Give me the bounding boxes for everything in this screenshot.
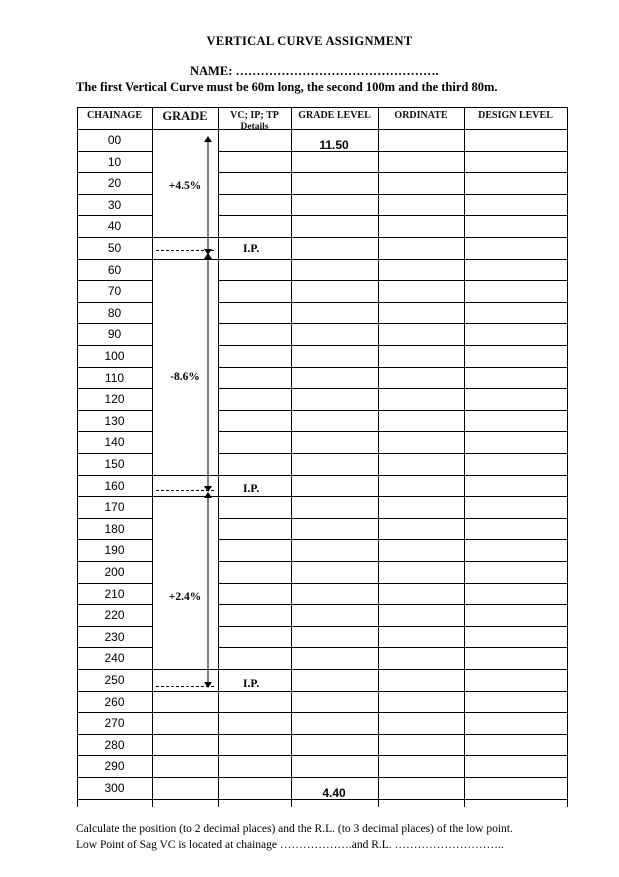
ip-label: I.P. xyxy=(243,483,260,495)
chainage-value: 80 xyxy=(107,305,122,320)
chainage-value: 60 xyxy=(107,262,122,277)
vc-details-column-header: VC; IP; TP xyxy=(230,110,279,121)
chainage-value: 270 xyxy=(104,716,125,731)
grade-level-start-value: 11.50 xyxy=(319,138,349,152)
design-level-column-header: DESIGN LEVEL xyxy=(478,110,553,121)
grade-column-header: GRADE xyxy=(162,109,208,123)
chainage-value: 230 xyxy=(104,629,125,644)
grade-level-column-header: GRADE LEVEL xyxy=(298,110,371,121)
chainage-value: 210 xyxy=(104,586,125,601)
chainage-value: 10 xyxy=(107,154,122,169)
chainage-value: 220 xyxy=(104,608,125,623)
chainage-value: 280 xyxy=(104,737,125,752)
ordinate-column-header: ORDINATE xyxy=(394,110,448,121)
chainage-value: 250 xyxy=(104,673,125,687)
table-border-right xyxy=(567,107,568,807)
chainage-value: 130 xyxy=(104,413,125,428)
name-field-line: NAME: …………………………………………. xyxy=(190,64,439,78)
chainage-value: 260 xyxy=(104,694,125,709)
ip-label: I.P. xyxy=(243,678,260,690)
vertical-curve-table xyxy=(77,107,567,807)
chainage-value: 30 xyxy=(107,197,122,212)
chainage-value: 170 xyxy=(104,500,125,515)
page-title: VERTICAL CURVE ASSIGNMENT xyxy=(206,34,413,48)
grade-value: +4.5% xyxy=(168,180,202,192)
vc-details-column-subheader: Details xyxy=(240,122,269,132)
chainage-column-header: CHAINAGE xyxy=(86,110,142,121)
grade-level-end-value: 4.40 xyxy=(322,786,346,800)
chainage-value: 290 xyxy=(104,759,125,774)
chainage-value: 180 xyxy=(104,521,125,536)
grade-span-arrows xyxy=(77,107,567,807)
chainage-value: 300 xyxy=(104,781,125,795)
low-point-instruction: Calculate the position (to 2 decimal places) and the R.L. (to 3 decimal places) of the low point. xyxy=(76,823,513,835)
chainage-value: 20 xyxy=(107,176,122,191)
chainage-value: 200 xyxy=(104,565,125,579)
chainage-value: 40 xyxy=(107,219,122,234)
chainage-value: 00 xyxy=(107,133,122,147)
chainage-value: 160 xyxy=(104,478,125,493)
ip-label: I.P. xyxy=(243,243,260,255)
chainage-value: 140 xyxy=(104,435,125,450)
chainage-value: 50 xyxy=(107,241,122,255)
chainage-value: 70 xyxy=(107,284,122,299)
chainage-value: 240 xyxy=(104,651,125,666)
chainage-value: 90 xyxy=(107,327,122,342)
assignment-instruction: The first Vertical Curve must be 60m long, the second 100m and the third 80m. xyxy=(76,80,498,94)
chainage-value: 150 xyxy=(104,457,125,471)
grade-value: -8.6% xyxy=(170,371,200,383)
grade-value: +2.4% xyxy=(168,591,202,603)
chainage-value: 110 xyxy=(104,370,125,385)
low-point-answer-line: Low Point of Sag VC is located at chainage ……………….and R.L. ……………………….. xyxy=(76,839,504,851)
chainage-value: 120 xyxy=(104,392,125,407)
chainage-value: 100 xyxy=(104,349,125,363)
chainage-value: 190 xyxy=(104,543,125,558)
